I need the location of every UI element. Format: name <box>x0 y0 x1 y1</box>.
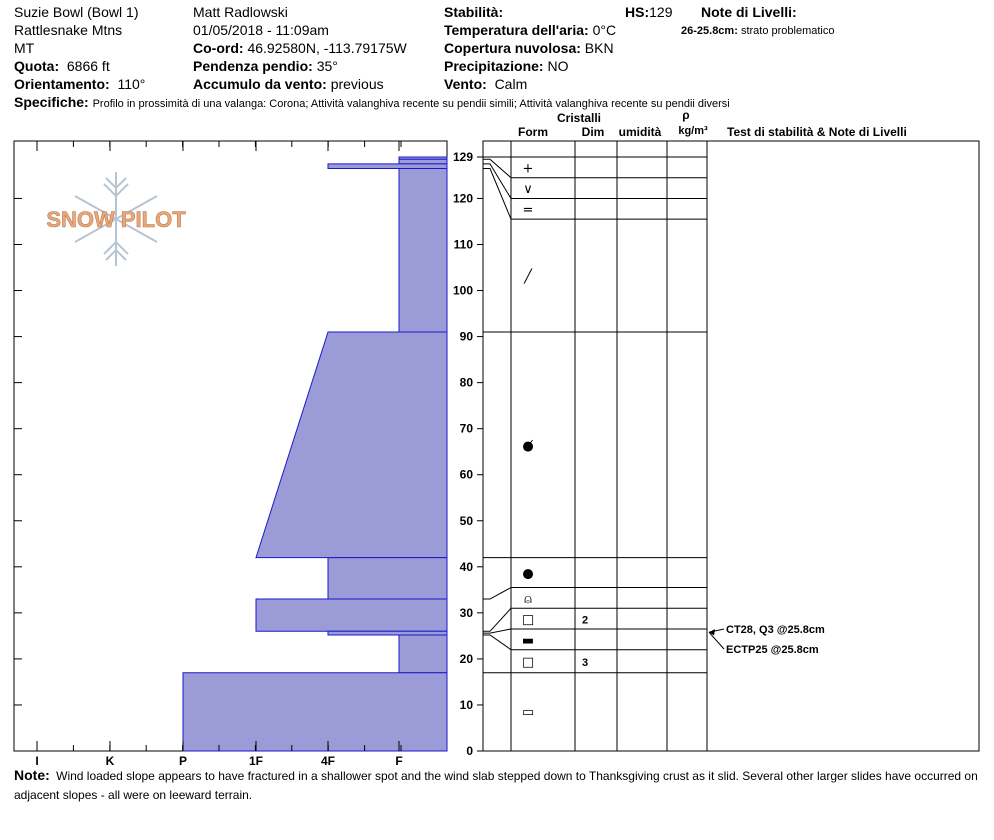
height-label-120: 120 <box>452 191 473 206</box>
height-label-60: 60 <box>459 467 473 482</box>
snowpilot-logo <box>46 172 186 266</box>
height-label-70: 70 <box>459 421 473 436</box>
note-label: Note: <box>14 767 50 783</box>
density-symbol: ρ <box>682 108 690 122</box>
grain-form-icon: ⍝ <box>524 591 532 607</box>
test-arrowhead <box>709 629 715 635</box>
hardness-layer-4 <box>256 332 447 558</box>
moisture-header: umidità <box>618 125 662 139</box>
elevation-value: 6866 ft <box>66 58 110 74</box>
specifics-text: Profilo in prossimità di una valanga: Corona; Attività valanghiva recente su pendii simili; Attività valanghiva recente su pendii diversi <box>92 98 730 110</box>
form-header: Form <box>518 125 548 139</box>
height-axis <box>453 150 483 758</box>
stability-label: Stabilità: <box>444 4 504 20</box>
profile-note <box>14 766 980 805</box>
height-label-10: 10 <box>459 697 473 712</box>
hardness-label-4F: 4F <box>320 754 336 768</box>
grain-form-icon: + <box>522 161 534 177</box>
size-header: Dim <box>581 125 605 139</box>
test-arrow <box>709 632 724 649</box>
hardness-label-K: K <box>105 754 115 768</box>
hardness-label-F: F <box>395 754 403 768</box>
hardness-layer-9 <box>183 673 447 751</box>
hardness-label-I: I <box>35 754 39 768</box>
height-label-90: 90 <box>459 329 473 344</box>
grain-form-icon: □ <box>521 612 535 628</box>
cloud-value: BKN <box>584 40 614 56</box>
hardness-label-P: P <box>178 754 188 768</box>
height-label-80: 80 <box>459 375 473 390</box>
state: MT <box>14 40 35 56</box>
hardness-layer-8 <box>399 635 447 673</box>
slope-label: Pendenza pendio: <box>193 58 313 74</box>
height-label-129: 129 <box>452 150 473 164</box>
table-frame <box>483 141 979 751</box>
hs-label: HS: <box>625 4 650 20</box>
test-label: CT28, Q3 @25.8cm <box>726 624 825 636</box>
observer: Matt Radlowski <box>193 4 288 20</box>
grain-table <box>483 108 979 751</box>
coord-value: 46.92580N, -113.79175W <box>247 40 407 56</box>
grain-form-icon: ▬ <box>521 633 535 649</box>
cloud-label: Copertura nuvolosa: <box>444 40 581 56</box>
hardness-layers <box>183 157 447 751</box>
elevation-label: Quota: <box>14 58 60 74</box>
layer-note-depth: 26-25.8cm: <box>681 25 738 37</box>
wind-value: Calm <box>494 76 528 92</box>
height-label-100: 100 <box>452 283 473 298</box>
crystals-header: Cristalli <box>556 111 602 125</box>
note-text: Wind loaded slope appears to have fractured in a shallower spot and the wind slab stepped down to Thanksgiving crust as it slid. Several other larger slides have occurred on adjacent slopes - all were on leeward terrain. <box>14 769 978 802</box>
layer-note-text: strato problematico <box>740 25 835 37</box>
location: Suzie Bowl (Bowl 1) <box>14 4 139 20</box>
hardness-layer-2 <box>328 164 447 169</box>
depth-connector <box>483 164 511 199</box>
grain-form-icon: ╱ <box>524 269 532 285</box>
logo-text: SNOW PILOT <box>46 207 186 232</box>
hardness-layer-7 <box>328 631 447 635</box>
grain-form-icon: □ <box>521 655 535 671</box>
grain-form-icon: ● <box>522 566 534 582</box>
wind-loading-label: Accumulo da vento: <box>193 76 327 92</box>
density-unit: kg/m³ <box>678 125 708 137</box>
hs-value: 129 <box>649 4 673 20</box>
grain-form-icon: = <box>522 202 534 218</box>
air-temp-label: Temperatura dell'aria: <box>444 22 589 38</box>
depth-connector <box>483 608 511 631</box>
air-temp-value: 0°C <box>592 22 617 38</box>
specifics-label: Specifiche: <box>14 94 89 110</box>
depth-connectors <box>483 157 511 673</box>
hardness-profile <box>14 141 447 768</box>
datetime: 01/05/2018 - 11:09am <box>193 22 329 38</box>
aspect-label: Orientamento: <box>14 76 110 92</box>
grain-form-icon: ▭ <box>521 705 535 720</box>
slope-value: 35° <box>316 58 338 74</box>
height-label-50: 50 <box>459 513 473 528</box>
height-label-40: 40 <box>459 559 473 574</box>
grain-form-icon: ●̸ <box>522 438 534 454</box>
hardness-layer-6 <box>256 599 447 631</box>
hardness-layer-1 <box>399 159 447 164</box>
hardness-layer-3 <box>399 169 447 332</box>
precip-label: Precipitazione: <box>444 58 544 74</box>
grain-size: 2 <box>582 614 589 627</box>
height-label-110: 110 <box>453 237 473 252</box>
height-label-30: 30 <box>459 605 473 620</box>
aspect-value: 110° <box>117 76 146 92</box>
coord-label: Co-ord: <box>193 40 244 56</box>
grain-rows <box>511 157 707 720</box>
grain-size: 3 <box>582 657 589 670</box>
depth-connector <box>483 588 511 600</box>
height-label-0: 0 <box>466 744 473 758</box>
test-label: ECTP25 @25.8cm <box>726 644 819 656</box>
precip-value: NO <box>547 58 569 74</box>
height-label-20: 20 <box>459 651 473 666</box>
wind-label: Vento: <box>444 76 487 92</box>
hardness-layer-5 <box>328 558 447 599</box>
mountain-range: Rattlesnake Mtns <box>14 22 123 38</box>
tests-notes-header: Test di stabilità & Note di Livelli <box>727 125 907 139</box>
depth-connector <box>483 635 511 650</box>
layer-notes-label: Note di Livelli: <box>701 4 797 20</box>
hardness-label-1F: 1F <box>248 754 264 768</box>
grain-form-icon: ∨ <box>523 182 533 198</box>
wind-loading-value: previous <box>330 76 384 92</box>
stability-tests <box>709 624 825 656</box>
